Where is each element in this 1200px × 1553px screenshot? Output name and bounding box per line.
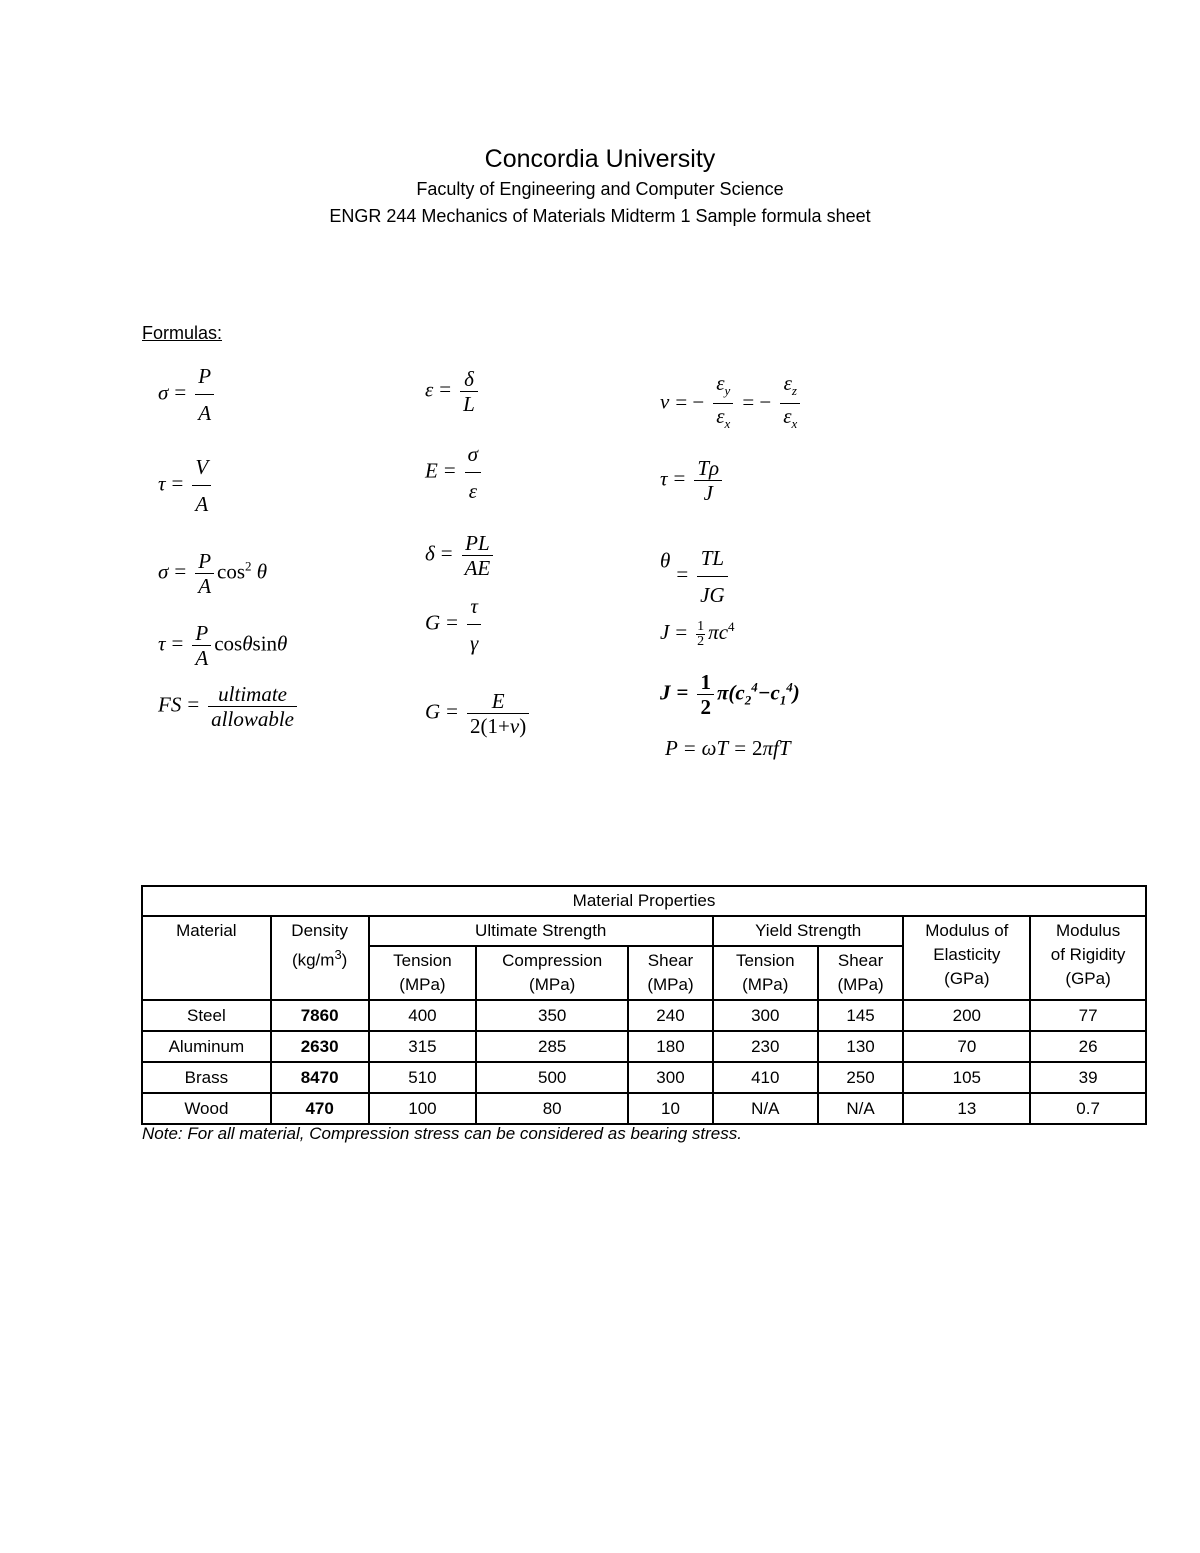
formula-factor-of-safety: FS = $\frac{\text{ultimate}}{\text{allowable}}$ xyxy=(158,682,300,731)
header-ultimate-tension: Tension (MPa) xyxy=(369,946,477,1000)
table-title-row xyxy=(142,886,1146,916)
formula-poissons-ratio: ν = − $\frac{\varepsilon_y}{\varepsilon_x}$ = − $\frac{\varepsilon_z}{\varepsilon_x}$ xyxy=(660,371,803,436)
table-row: Aluminum 2630 315 285 180 230 130 70 26 xyxy=(142,1031,1146,1062)
formula-normal-stress: σ = $\frac{P}{A}$ xyxy=(158,364,217,425)
table-row: Brass 8470 510 500 300 410 250 105 39 xyxy=(142,1062,1146,1093)
formula-torsion-stress: τ = $\frac{T\rho}{J}$ xyxy=(660,456,725,505)
header-ultimate-compression: Compression (MPa) xyxy=(476,946,628,1000)
formula-polar-moment-solid: J = $\frac{1}{2}$ $\pi c^4$ xyxy=(660,618,735,649)
header-material: Material xyxy=(142,916,271,1000)
formulas-label: Formulas: xyxy=(142,323,223,343)
header-yield-shear: Shear (MPa) xyxy=(818,946,904,1000)
table-note: Note: For all material, Compression stress can be considered as bearing stress. xyxy=(142,1124,742,1143)
header-yield-strength: Yield Strength xyxy=(713,916,904,946)
material-properties-table xyxy=(141,885,1147,1125)
formula-shear-modulus-relation: G = $\frac{E}{2(1+\nu)}$ xyxy=(425,689,532,738)
formula-polar-moment-hollow: J = $\frac{1}{2}$ $\pi(c_2^4-c_1^4)$ xyxy=(660,670,800,719)
header-modulus-rigidity: Modulus of Rigidity (GPa) xyxy=(1030,916,1146,1000)
document-header xyxy=(0,142,1200,230)
table-title: Material Properties xyxy=(142,886,1146,916)
table-row: Steel 7860 400 350 240 300 145 200 77 xyxy=(142,1000,1146,1031)
table-header-row xyxy=(142,916,1146,946)
formula-power: P = ωT = 2πfT xyxy=(665,736,791,760)
header-density: Density $(kg/m^3)$ xyxy=(271,916,369,1000)
header-yield-tension: Tension (MPa) xyxy=(713,946,818,1000)
header-ultimate-shear: Shear (MPa) xyxy=(628,946,713,1000)
formula-strain: ε = $\frac{\delta}{L}$ xyxy=(425,367,481,416)
formula-youngs-modulus: E = $\frac{\sigma}{\varepsilon}$ xyxy=(425,442,484,503)
formula-shear-stress: τ = $\frac{V}{A}$ xyxy=(158,455,214,516)
formula-oblique-normal: σ = $\frac{P}{A}$ $\cos^2 \theta$ xyxy=(158,549,268,598)
formula-axial-deformation: δ = $\frac{PL}{AE}$ xyxy=(425,531,496,580)
header-modulus-elasticity: Modulus of Elasticity (GPa) xyxy=(903,916,1030,1000)
course-title: ENGR 244 Mechanics of Materials Midterm 1 Sample formula sheet xyxy=(329,206,871,226)
table-row: Wood 470 100 80 10 N/A N/A 13 0.7 xyxy=(142,1093,1146,1124)
formula-shear-modulus: G = $\frac{\tau}{\gamma}$ xyxy=(425,594,484,655)
formula-oblique-shear: τ = $\frac{P}{A}$ cosθsinθ xyxy=(158,621,288,670)
header-ultimate-strength: Ultimate Strength xyxy=(369,916,713,946)
page-title: Concordia University xyxy=(484,145,716,173)
formula-angle-of-twist: θ= $\frac{TL}{JG}$ xyxy=(660,532,731,593)
faculty-name: Faculty of Engineering and Computer Science xyxy=(416,179,784,199)
